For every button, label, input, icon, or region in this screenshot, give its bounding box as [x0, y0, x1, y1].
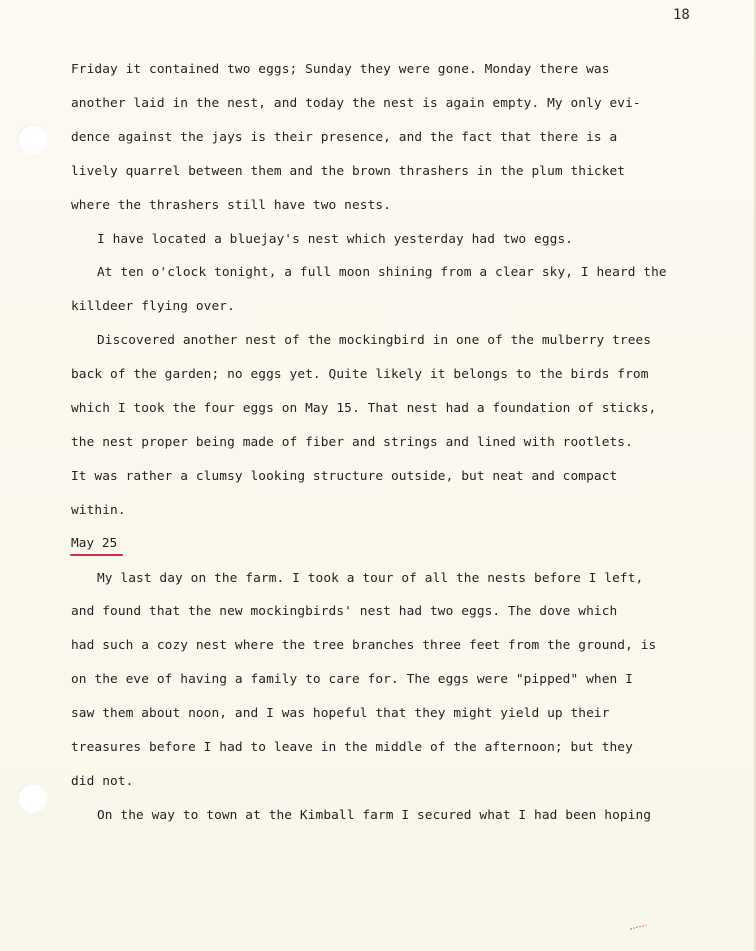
text-line: which I took the four eggs on May 15. That nest had a foundation of sticks,: [71, 401, 657, 416]
date-underline: [70, 554, 123, 556]
text-line: the nest proper being made of fiber and strings and lined with rootlets.: [71, 435, 633, 450]
text-line: It was rather a clumsy looking structure outside, but neat and compact: [71, 469, 618, 484]
text-line: On the way to town at the Kimball farm I secured what I had been hoping: [97, 808, 652, 823]
text-line: I have located a bluejay's nest which yesterday had two eggs.: [97, 232, 574, 247]
text-line: did not.: [71, 774, 134, 789]
page-number: 18: [673, 7, 690, 23]
text-line: My last day on the farm. I took a tour of all the nests before I left,: [97, 571, 644, 586]
faint-stamp-mark: [628, 922, 650, 932]
text-line: on the eve of having a family to care for. The eggs were "pipped" when I: [71, 672, 633, 687]
punch-hole-bottom: [17, 783, 47, 813]
text-line: lively quarrel between them and the brown thrashers in the plum thicket: [71, 164, 626, 179]
text-line: At ten o'clock tonight, a full moon shining from a clear sky, I heard the: [97, 265, 667, 280]
text-line: killdeer flying over.: [71, 299, 235, 314]
text-line: and found that the new mockingbirds' nest had two eggs. The dove which: [71, 604, 618, 619]
text-line: saw them about noon, and I was hopeful that they might yield up their: [71, 706, 610, 721]
text-line: Discovered another nest of the mockingbird in one of the mulberry trees: [97, 333, 652, 348]
text-line: within.: [71, 503, 126, 518]
text-line: another laid in the nest, and today the nest is again empty. My only evi-: [71, 96, 641, 111]
punch-hole-top: [17, 124, 47, 154]
text-line: treasures before I had to leave in the middle of the afternoon; but they: [71, 740, 633, 755]
text-line: where the thrashers still have two nests.: [71, 198, 391, 213]
text-line: Friday it contained two eggs; Sunday they were gone. Monday there was: [71, 62, 610, 77]
date-heading: May 25: [71, 536, 118, 551]
text-line: back of the garden; no eggs yet. Quite likely it belongs to the birds from: [71, 367, 649, 382]
text-line: dence against the jays is their presence, and the fact that there is a: [71, 130, 618, 145]
text-line: had such a cozy nest where the tree branches three feet from the ground, is: [71, 638, 657, 653]
